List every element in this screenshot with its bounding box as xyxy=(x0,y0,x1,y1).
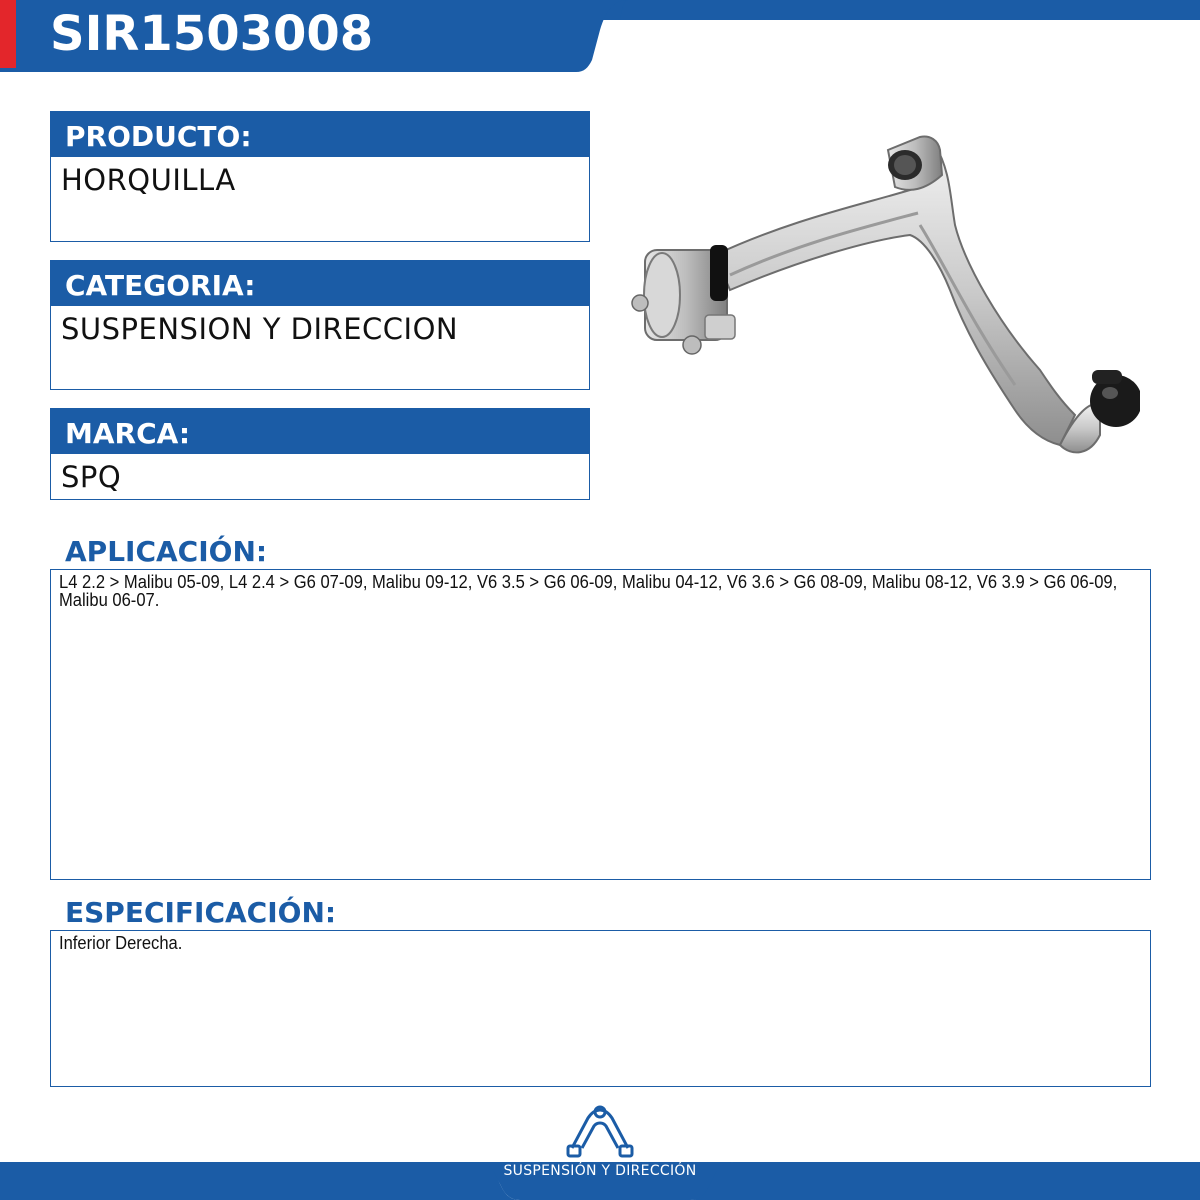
field-marca-label: MARCA: xyxy=(50,408,590,454)
field-categoria-label: CATEGORIA: xyxy=(50,260,590,306)
field-categoria-value: SUSPENSION Y DIRECCION xyxy=(50,306,590,390)
especificacion-text: Inferior Derecha. xyxy=(59,933,183,953)
aplicacion-text: L4 2.2 > Malibu 05-09, L4 2.4 > G6 07-09, Malibu 09-12, V6 3.5 > G6 06-09, Malibu 04-12, V6 3.6 > G6 08-09, Malibu 08-12, V6 3.9 > G6 06-09, Malibu 06-07. xyxy=(59,572,1118,610)
aplicacion-box xyxy=(50,569,1151,880)
aplicacion-title: APLICACIÓN: xyxy=(65,535,268,568)
field-producto xyxy=(50,111,590,242)
part-number-title: SIR1503008 xyxy=(50,6,374,62)
especificacion-title: ESPECIFICACIÓN: xyxy=(65,896,337,929)
header-accent-stripe xyxy=(0,0,16,68)
footer-category-label: SUSPENSIÓN Y DIRECCIÓN xyxy=(503,1163,697,1179)
field-marca xyxy=(50,408,590,500)
control-arm-icon xyxy=(564,1100,636,1164)
field-producto-label: PRODUCTO: xyxy=(50,111,590,157)
field-producto-value: HORQUILLA xyxy=(50,157,590,242)
field-marca-value: SPQ xyxy=(50,454,590,500)
field-categoria xyxy=(50,260,590,390)
control-arm-image xyxy=(620,115,1140,475)
especificacion-box xyxy=(50,930,1151,1087)
